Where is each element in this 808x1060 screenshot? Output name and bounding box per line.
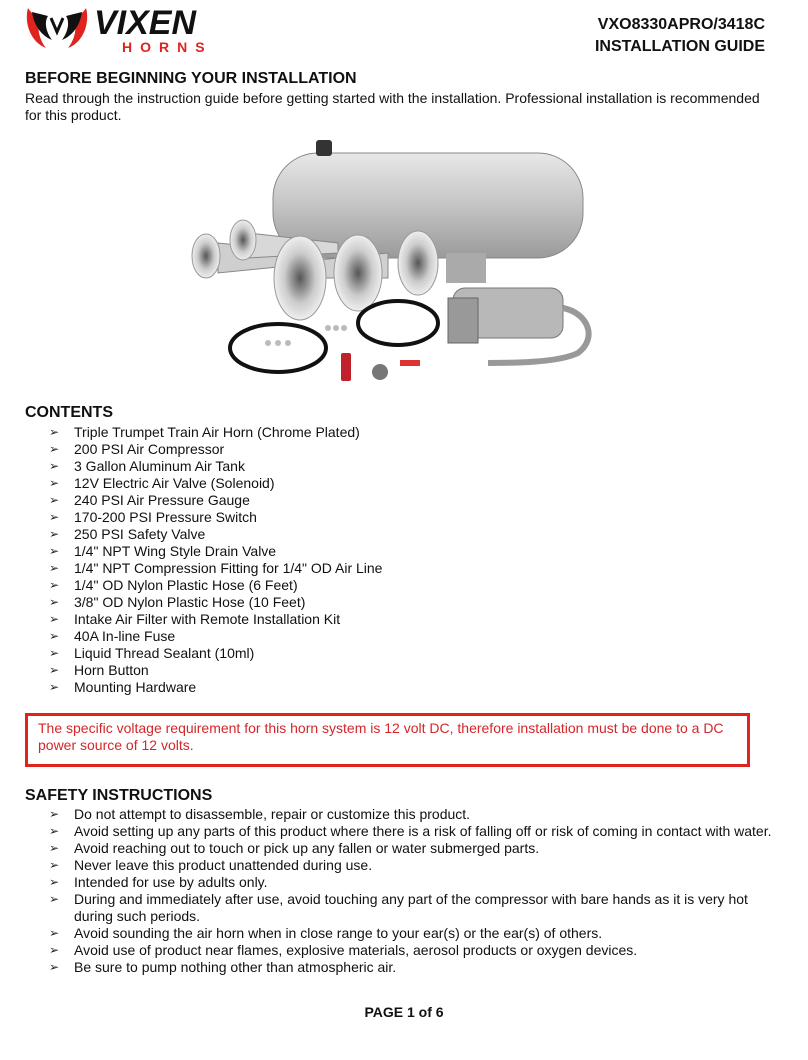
- page-number: PAGE 1 of 6: [364, 1004, 444, 1020]
- air-horn-kit-photo-icon: [188, 138, 608, 388]
- vixen-horns-logo: [24, 2, 239, 54]
- horns-emblem-icon: [27, 8, 87, 48]
- list-item: ➢ Horn Button: [49, 662, 382, 679]
- list-item: ➢ 1/4" NPT Compression Fitting for 1/4" OD Air Line: [49, 560, 382, 577]
- logo-subtext: HORNS: [122, 39, 213, 54]
- contents-list: [49, 424, 382, 696]
- list-item: ➢ Be sure to pump nothing other than atmospheric air.: [49, 959, 772, 976]
- list-item: ➢ Never leave this product unattended during use.: [49, 857, 772, 874]
- list-item: ➢ During and immediately after use, avoid touching any part of the compressor with bare hands as it is very hot during such periods.: [49, 891, 754, 925]
- model-number: VXO8330APRO/3418C: [597, 16, 765, 33]
- before-text: Read through the instruction guide before getting started with the installation. Professional installation is recommended for this product.: [25, 90, 760, 123]
- logo-wordmark: VIXEN: [94, 4, 197, 42]
- list-item: ➢ 1/4" NPT Wing Style Drain Valve: [49, 543, 382, 560]
- list-item: ➢ 170-200 PSI Pressure Switch: [49, 509, 382, 526]
- before-heading: BEFORE BEGINNING YOUR INSTALLATION: [25, 70, 357, 87]
- list-item: ➢ 200 PSI Air Compressor: [49, 441, 382, 458]
- list-item: ➢ 3/8" OD Nylon Plastic Hose (10 Feet): [49, 594, 382, 611]
- safety-heading: SAFETY INSTRUCTIONS: [25, 787, 213, 804]
- list-item: ➢ 1/4" OD Nylon Plastic Hose (6 Feet): [49, 577, 382, 594]
- voltage-warning-box: The specific voltage requirement for this horn system is 12 volt DC, therefore installation must be done to a DC power source of 12 volts.: [25, 713, 750, 767]
- list-item: ➢ Triple Trumpet Train Air Horn (Chrome Plated): [49, 424, 382, 441]
- safety-list: [49, 806, 772, 976]
- list-item: ➢ Avoid setting up any parts of this product where there is a risk of falling off or risk of coming in contact with water.: [49, 823, 772, 840]
- list-item: ➢ Intended for use by adults only.: [49, 874, 772, 891]
- list-item: ➢ Intake Air Filter with Remote Installation Kit: [49, 611, 382, 628]
- document-title: INSTALLATION GUIDE: [594, 38, 765, 55]
- list-item: ➢ 12V Electric Air Valve (Solenoid): [49, 475, 382, 492]
- list-item: ➢ Avoid sounding the air horn when in close range to your ear(s) or the ear(s) of others.: [49, 925, 772, 942]
- list-item: ➢ Avoid use of product near flames, explosive materials, aerosol products or oxygen devices.: [49, 942, 772, 959]
- list-item: ➢ Do not attempt to disassemble, repair or customize this product.: [49, 806, 772, 823]
- list-item: ➢ 3 Gallon Aluminum Air Tank: [49, 458, 382, 475]
- list-item: ➢ Avoid reaching out to touch or pick up any fallen or water submerged parts.: [49, 840, 772, 857]
- contents-heading: CONTENTS: [25, 404, 113, 421]
- list-item: ➢ 240 PSI Air Pressure Gauge: [49, 492, 382, 509]
- document-header: [595, 14, 765, 58]
- list-item: ➢ 250 PSI Safety Valve: [49, 526, 382, 543]
- list-item: ➢ Liquid Thread Sealant (10ml): [49, 645, 382, 662]
- list-item: ➢ Mounting Hardware: [49, 679, 382, 696]
- list-item: ➢ 40A In-line Fuse: [49, 628, 382, 645]
